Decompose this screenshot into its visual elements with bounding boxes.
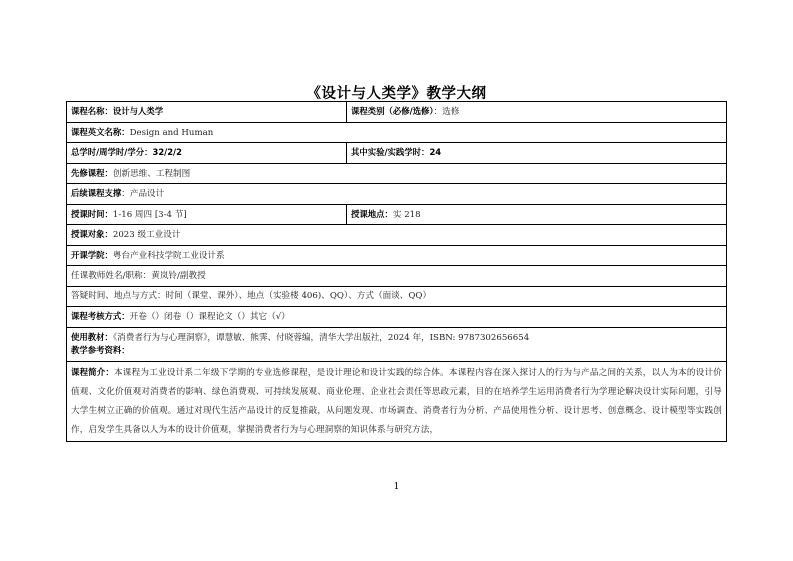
row-english-name <box>67 122 727 143</box>
row-prerequisites <box>67 163 727 184</box>
assessment-label: 课程考核方式： <box>71 311 130 322</box>
page-number: 1 <box>393 482 400 492</box>
prerequisites-label: 先修课程： <box>71 167 113 178</box>
cell-audience <box>67 225 727 246</box>
class-location-label: 授课地点： <box>351 208 393 219</box>
follow-up-value: ：产品设计 <box>121 189 165 200</box>
course-name-label: 课程名称： <box>71 106 113 117</box>
row-college <box>67 245 727 266</box>
textbook-value: 《消费者行为与心理洞察》，谭慧敏、熊霁、付晓蓉编，清华大学出版社，2024 年，ISBN: 9787302656654 <box>112 332 530 343</box>
assessment-value: 开卷（）闭卷（）课程论文（）其它（√） <box>129 312 290 323</box>
cell-hours <box>67 143 347 164</box>
cell-office-hours <box>67 286 727 307</box>
course-name-value: 设计与人类学 <box>112 106 164 117</box>
audience-value: 2023 级工业设计 <box>112 230 181 241</box>
row-textbook <box>67 327 727 362</box>
follow-up-label: 后续课程支撑 <box>71 188 122 199</box>
cell-class-time <box>67 204 347 225</box>
class-time-label: 授课时间： <box>71 208 113 219</box>
class-location-value: 实 218 <box>392 209 421 220</box>
course-type-value: ：选修 <box>433 107 460 118</box>
row-assessment <box>67 307 727 328</box>
prerequisites-value: 创新思维、工程制图 <box>112 168 191 179</box>
row-office-hours <box>67 286 727 307</box>
references-line <box>71 344 722 358</box>
hours-value: 32/2/2 <box>152 147 182 158</box>
syllabus-table <box>66 101 727 442</box>
cell-prerequisites <box>67 163 727 184</box>
class-time-value: 1-16 周四 [3-4 节] <box>112 209 187 220</box>
lab-hours-label: 其中实验/实践学时： <box>351 147 430 158</box>
cell-course-name <box>67 102 347 123</box>
english-name-label: 课程英文名称： <box>71 126 130 137</box>
office-hours-value: 答疑时间、地点与方式：时间（课堂、课外）、地点（实验楼 406)、QQ）、方式（面谈、QQ） <box>71 291 432 302</box>
row-hours <box>67 143 727 164</box>
cell-course-type <box>347 102 727 123</box>
cell-english-name <box>67 122 727 143</box>
intro-label: 课程简介： <box>71 367 114 378</box>
textbook-label: 使用教材： <box>71 331 113 342</box>
cell-assessment <box>67 307 727 328</box>
cell-college <box>67 245 727 266</box>
cell-lab-hours <box>347 143 727 164</box>
cell-class-location <box>347 204 727 225</box>
row-teacher <box>67 266 727 287</box>
hours-label: 总学时/周学时/学分： <box>71 147 153 158</box>
row-course-name <box>67 102 727 123</box>
college-value: 粤台产业科技学院工业设计系 <box>112 250 225 261</box>
row-class-time <box>67 204 727 225</box>
cell-teacher <box>67 266 727 287</box>
audience-label: 授课对象： <box>71 229 113 240</box>
cell-follow-up <box>67 184 727 205</box>
cell-intro <box>67 362 727 442</box>
teacher-value: 任课教师姓名/职称：黄岚铃/副教授 <box>71 270 206 281</box>
row-audience <box>67 225 727 246</box>
cell-textbook <box>67 327 727 362</box>
intro-value: 本课程为工业设计系二年级下学期的专业选修课程，是设计理论和设计实践的综合体。本课程内容在深入探讨人的行为与产品之间的关系，以人为本的设计价值观、文化价值观对消费者的影响、绿色消费观、可持续发展观、商业伦理、企业社会责任等思政元素，目的在培养学生运用消费者行为学理论解决设计实际问题，引导大学生树立正确的价值观。通过对现代生活产品设计的反复推敲，从问题发现、市场调查、消费者行为分析、产品使用性分析、设计思考、创意概念、设计模型等实践创作，启发学生具备以人为本的设计价值观，掌握消费者行为与心理洞察的知识体系与研究方法， <box>71 368 723 436</box>
references-label: 教学参考资料： <box>71 345 130 356</box>
row-intro <box>67 362 727 442</box>
document-title: 《设计与人类学》教学大纲 <box>306 86 487 102</box>
college-label: 开课学院： <box>71 249 113 260</box>
textbook-line <box>71 331 722 345</box>
course-type-label: 课程类别（必修/选修） <box>351 106 434 117</box>
english-name-value: Design and Human <box>129 127 214 138</box>
lab-hours-value: 24 <box>429 147 442 158</box>
row-follow-up <box>67 184 727 205</box>
